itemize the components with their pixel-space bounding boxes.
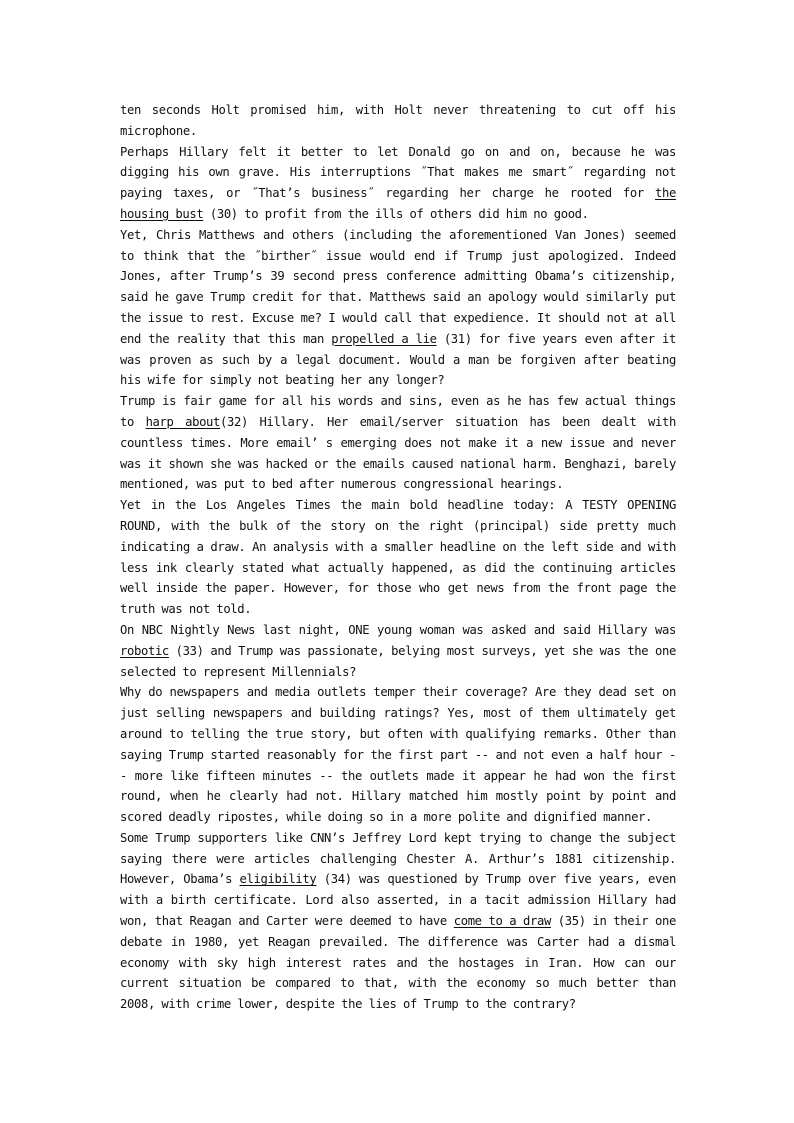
paragraph-text: On NBC Nightly News last night, ONE young woman was asked and said Hillary was: [120, 622, 676, 637]
paragraph-text: Trump is fair game for all his words and sins, even as he has few actual things to: [120, 394, 676, 429]
paragraph-text: Yet in the Los Angeles Times the main bold headline today: A TESTY OPENING ROUND, with the bulk of the story on the right (principal) side pretty much indicating a draw. An analysis with a smaller headline on the left side and with less ink clearly stated what actually happened, as did the continuing articles well inside the paper. However, for those who get news from the front page the truth was not told.: [120, 498, 676, 617]
paragraph-text: Perhaps Hillary felt it better to let Donald go on and on, because he was digging his own grave. His interruptions ˝That makes me smart˝ regarding not paying taxes, or ˝That’s business˝ regarding her charge he rooted for: [120, 144, 676, 201]
underlined-phrase-33: robotic: [120, 643, 169, 658]
paragraph-text: Why do newspapers and media outlets temper their coverage? Are they dead set on just selling newspapers and building ratings? Yes, most of them ultimately get around to telling the true story, but often with qualifying remarks. Other than saying Trump started reasonably for the first part -- and not even a half hour -- more like fifteen minutes -- the outlets made it appear he had won the first round, when he clearly had not. Hillary matched him mostly point by point and scored deadly ripostes, while doing so in a more polite and dignified manner.: [120, 685, 676, 825]
underlined-phrase-35: come to a draw: [453, 914, 551, 929]
paragraph-text: (31) for five years even after it was proven as such by a legal document. Would a man be forgiven after beating his wife for simply not beating her any longer?: [120, 331, 676, 388]
underlined-phrase-30: the housing bust: [120, 186, 676, 221]
paragraph-3: [120, 225, 676, 391]
paragraph-text: (34) was questioned by Trump over five years, even with a birth certificate. Lord also asserted, in a tacit admission Hillary had won, that Reagan and Carter were deemed to have: [120, 872, 676, 929]
paragraph-text: ten seconds Holt promised him, with Holt never threatening to cut off his microphone.: [120, 103, 676, 138]
paragraph-8: [120, 828, 676, 1015]
paragraph-1: [120, 100, 676, 142]
paragraph-text: Yet, Chris Matthews and others (including the aforementioned Van Jones) seemed to think that the ˝birther˝ issue would end if Trump just apologized. Indeed Jones, after Trump’s 39 second press conference admitting Obama’s citizenship, said he gave Trump credit for that. Matthews said an apology would similarly put the issue to rest. Excuse me? I would call that expedience. It should not at all end the reality that this man: [120, 227, 676, 346]
paragraph-text: (33) and Trump was passionate, belying most surveys, yet she was the one selected to represent Millennials?: [120, 643, 676, 679]
paragraph-text: (35) in their one debate in 1980, yet Reagan prevailed. The difference was Carter had a dismal economy with sky high interest rates and the hostages in Iran. How can our current situation be compared to that, with the economy so much better than 2008, with crime lower, despite the lies of Trump to the contrary?: [120, 914, 677, 1012]
paragraph-text: (32) Hillary. Her email/server situation has been dealt with countless times. More email’ s emerging does not make it a new issue and never was it shown she was hacked or the emails caused national harm. Benghazi, barely mentioned, was put to bed after numerous congressional hearings.: [120, 414, 676, 492]
document-body: [120, 100, 676, 1015]
paragraph-6: [120, 620, 676, 682]
paragraph-5: [120, 495, 676, 620]
underlined-phrase-32: harp about: [145, 414, 221, 429]
underlined-phrase-31: propelled a lie: [331, 331, 437, 346]
paragraph-text: (30) to profit from the ills of others did him no good.: [203, 206, 589, 221]
paragraph-2: [120, 142, 676, 225]
underlined-phrase-34: eligibility: [239, 872, 317, 887]
paragraph-7: [120, 682, 676, 828]
paragraph-4: [120, 391, 676, 495]
paragraph-text: Some Trump supporters like CNN’s Jeffrey Lord kept trying to change the subject saying there were articles challenging Chester A. Arthur’s 1881 citizenship. However, Obama’s: [120, 830, 676, 887]
